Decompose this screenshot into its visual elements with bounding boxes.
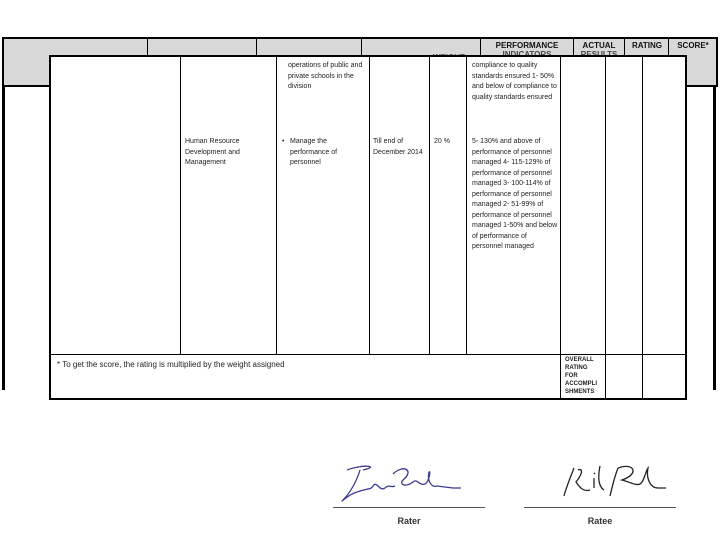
back-right-border <box>713 85 716 390</box>
header-performance-indicators: PERFORMANCE <box>495 41 559 50</box>
ratee-label: Ratee <box>587 516 613 526</box>
overall-rating-label: OVERALL RATING FOR ACCOMPLI SHMENTS <box>565 357 597 395</box>
row1-activity: operations of public and private schools in the division <box>288 62 363 90</box>
ratee-signature-icon <box>560 462 670 502</box>
back-divider-left <box>2 85 47 87</box>
performance-table <box>49 55 687 400</box>
header-actual-results: ACTUAL <box>582 41 616 50</box>
row1-indicators: compliance to quality standards ensured 1- 50% and below of compliance to quality standards ensured <box>472 62 557 101</box>
row2-indicators: 5- 130% and above of performance of personnel managed 4- 115-129% of performance of personnel managed 3- 100-114% of performance of personnel managed 2- 51-99% of performance of personnel managed 1-50% and below of performance of personnel managed <box>472 138 558 250</box>
ratee-signature-line <box>524 507 676 508</box>
back-left-border <box>2 85 5 390</box>
rater-label: Rater <box>397 516 421 526</box>
row2-kra: Human Resource Development and Management <box>185 138 240 166</box>
rater-signature-icon <box>333 460 468 505</box>
rater-signature-line <box>333 507 485 508</box>
score-footnote: * To get the score, the rating is multiplied by the weight assigned <box>57 360 285 369</box>
row2-bullet: • <box>282 138 285 145</box>
row2-activity: Manage the performance of personnel <box>290 138 338 166</box>
header-score: SCORE* <box>677 41 709 50</box>
row2-timeline: Till end of December 2014 <box>373 138 423 156</box>
header-rating: RATING <box>631 41 663 50</box>
back-divider-right <box>688 85 716 87</box>
row2-weight: 20 % <box>434 138 450 145</box>
